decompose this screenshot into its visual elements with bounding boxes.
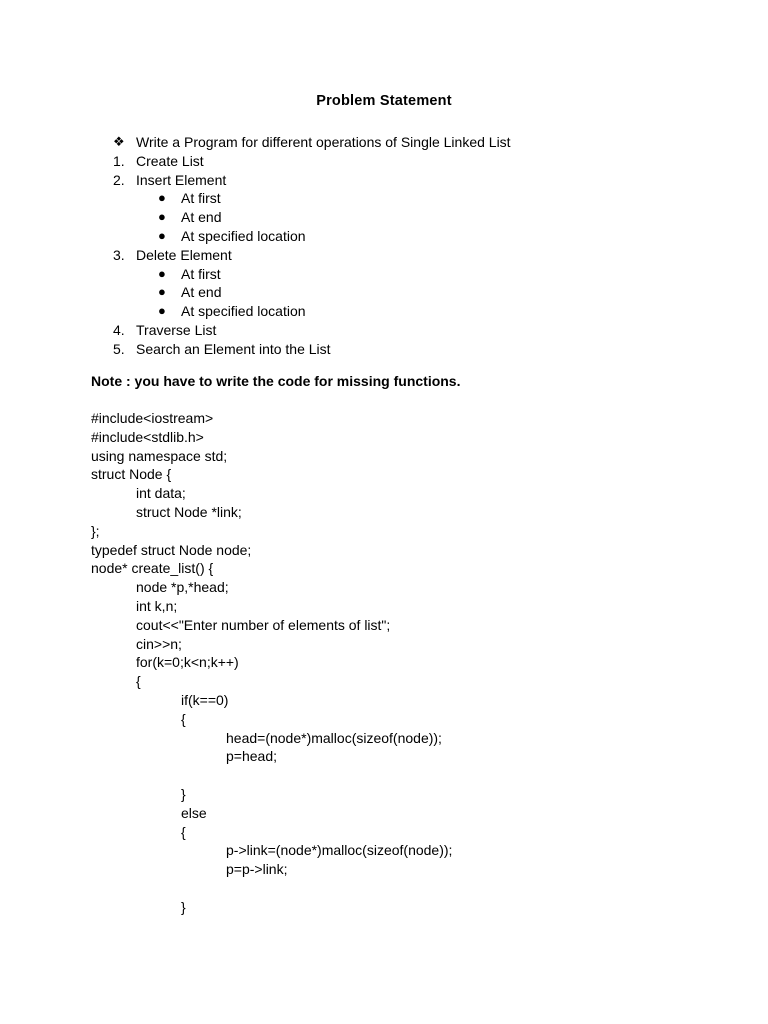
- list-item-number: 3.: [113, 246, 125, 263]
- code-line: node* create_list() {: [91, 560, 214, 577]
- code-line: using namespace std;: [91, 447, 228, 464]
- list-item: Delete Element: [136, 246, 232, 263]
- sub-list-item: At specified location: [181, 303, 306, 320]
- code-line: p=head;: [226, 748, 277, 765]
- code-line: for(k=0;k<n;k++): [136, 654, 239, 671]
- list-item: Insert Element: [136, 171, 227, 188]
- bullet-icon: ●: [158, 303, 166, 319]
- list-item: Traverse List: [136, 322, 217, 338]
- list-item: Search an Element into the List: [136, 340, 331, 357]
- code-line: }: [181, 898, 186, 915]
- list-item-number: 5.: [113, 340, 125, 357]
- code-line: }: [181, 786, 186, 802]
- sub-list-item: At end: [181, 209, 222, 226]
- code-line: if(k==0): [181, 692, 229, 708]
- code-line: int k,n;: [136, 598, 178, 614]
- code-line: p->link=(node*)malloc(sizeof(node));: [226, 842, 453, 859]
- code-line: {: [181, 823, 186, 840]
- bullet-icon: ●: [158, 228, 166, 243]
- sub-list-item: At specified location: [181, 228, 306, 244]
- list-item-number: 1.: [113, 152, 125, 169]
- code-line: cout<<"Enter number of elements of list";: [136, 616, 391, 633]
- code-line: node *p,*head;: [136, 579, 229, 596]
- code-line: {: [181, 710, 186, 727]
- code-line: int data;: [136, 485, 186, 502]
- sub-list-item: At end: [181, 284, 222, 301]
- code-line: cin>>n;: [136, 635, 182, 652]
- bullet-icon: ●: [158, 190, 166, 206]
- code-line: struct Node *link;: [136, 504, 242, 520]
- code-line: #include<stdlib.h>: [91, 428, 204, 445]
- code-line: head=(node*)malloc(sizeof(node));: [226, 729, 442, 746]
- note-text: Note : you have to write the code for missing functions.: [91, 373, 461, 389]
- bullet-icon: ●: [158, 209, 166, 225]
- code-line: {: [136, 673, 141, 690]
- code-line: };: [91, 522, 100, 539]
- sub-list-item: At first: [181, 190, 221, 207]
- code-line: #include<iostream>: [91, 410, 214, 426]
- sub-list-item: At first: [181, 265, 221, 282]
- code-line: p=p->link;: [226, 861, 288, 878]
- list-item: Create List: [136, 152, 204, 169]
- diamond-bullet-icon: ❖: [113, 134, 125, 149]
- bullet-icon: ●: [158, 284, 166, 300]
- list-item-number: 4.: [113, 322, 125, 338]
- list-item-number: 2.: [113, 171, 125, 188]
- code-line: struct Node {: [91, 466, 172, 483]
- intro-text: Write a Program for different operations of Single Linked List: [136, 134, 511, 150]
- bullet-icon: ●: [158, 265, 166, 281]
- code-line: typedef struct Node node;: [91, 541, 252, 558]
- page-title: Problem Statement: [316, 93, 452, 109]
- code-line: else: [181, 804, 207, 821]
